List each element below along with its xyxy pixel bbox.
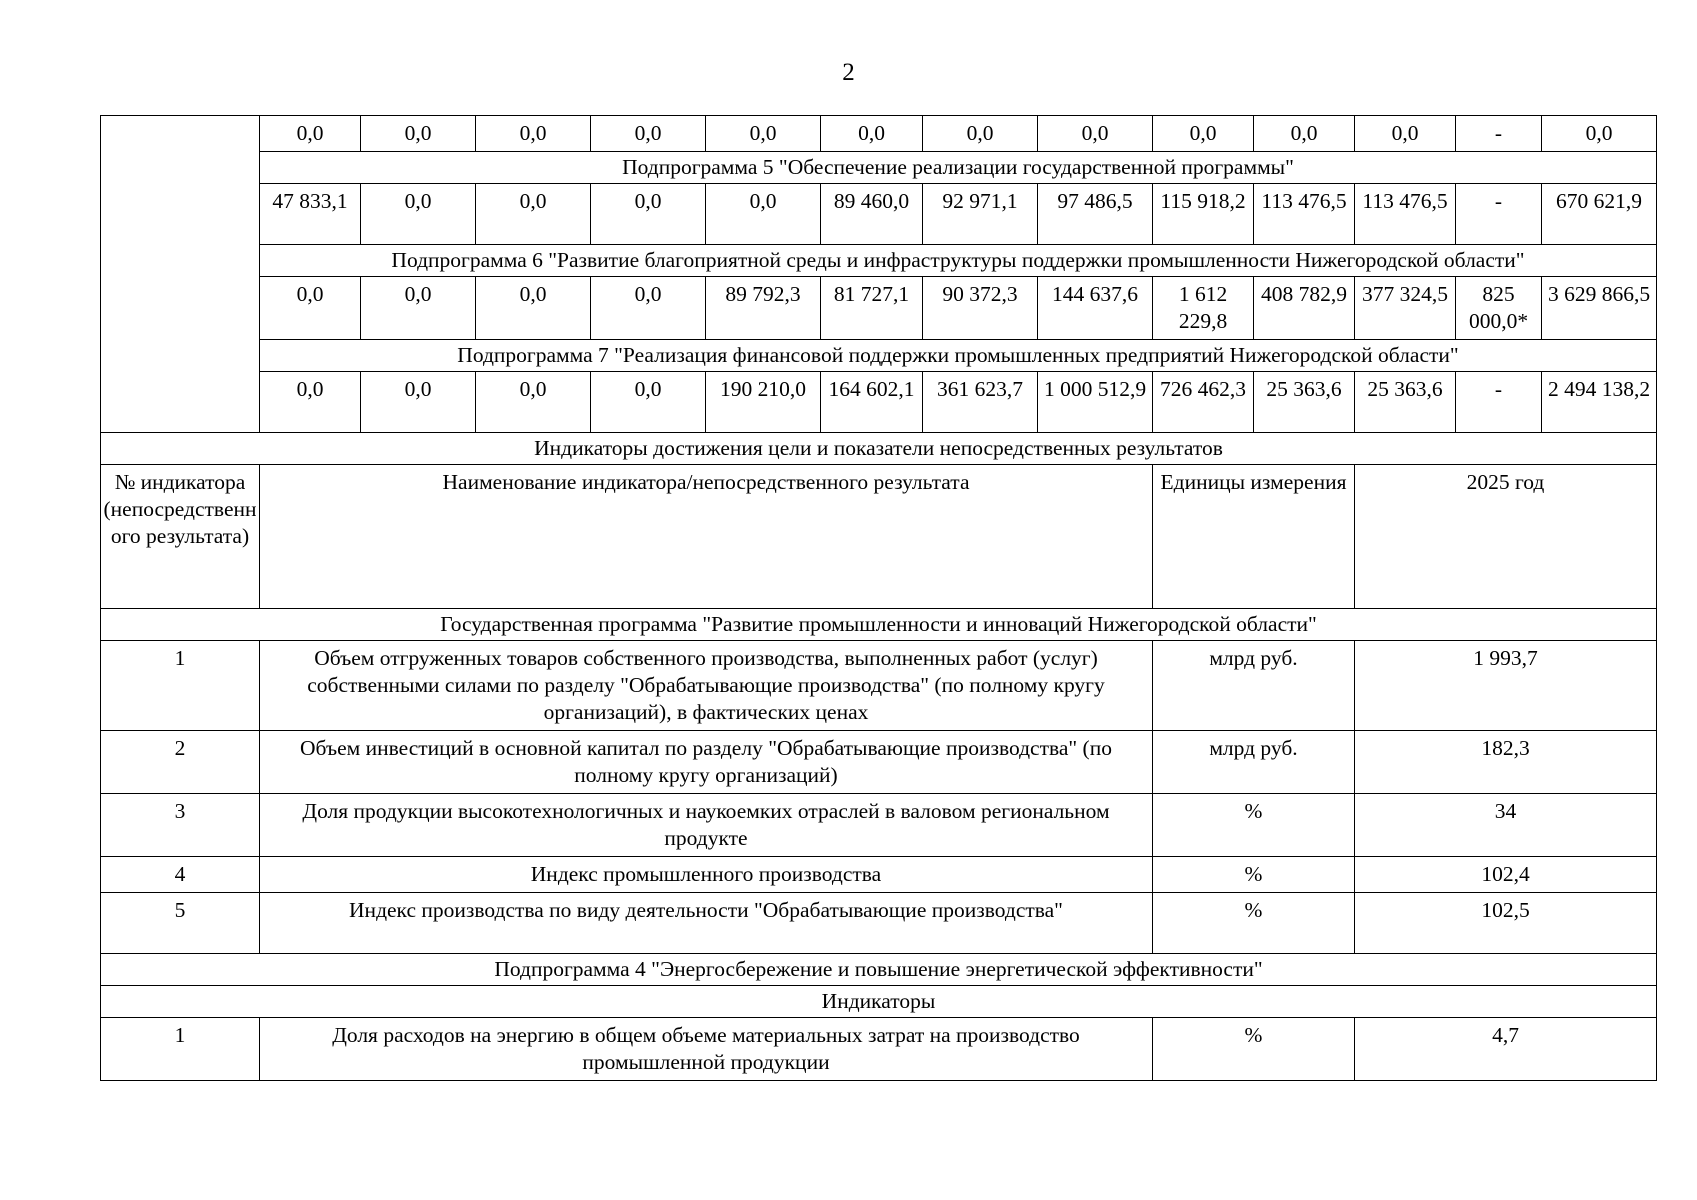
left-blank-cell — [101, 116, 260, 433]
finance-cell: 726 462,3 — [1153, 372, 1254, 433]
finance-cell: - — [1456, 116, 1542, 152]
finance-cell: 3 629 866,5 — [1542, 277, 1657, 340]
indicator-unit: % — [1153, 857, 1355, 893]
finance-cell: 92 971,1 — [923, 184, 1038, 245]
finance-cell: 1 612 229,8 — [1153, 277, 1254, 340]
subprogram-4-indicators-label: Индикаторы — [101, 986, 1657, 1018]
finance-cell: 0,0 — [476, 277, 591, 340]
finance-cell: 113 476,5 — [1254, 184, 1355, 245]
subprogram-6-values-row — [101, 277, 1657, 340]
finance-cell: 25 363,6 — [1254, 372, 1355, 433]
finance-cell: 0,0 — [1355, 116, 1456, 152]
indicator-unit: млрд руб. — [1153, 731, 1355, 794]
indicator-unit: % — [1153, 794, 1355, 857]
finance-cell: 0,0 — [821, 116, 923, 152]
subprogram-7-values-row — [101, 372, 1657, 433]
finance-cell: 0,0 — [591, 372, 706, 433]
subprogram-7-title: Подпрограмма 7 "Реализация финансовой поддержки промышленных предприятий Нижегородской области" — [260, 340, 1657, 372]
indicator-value: 102,4 — [1355, 857, 1657, 893]
header-name: Наименование индикатора/непосредственного результата — [260, 465, 1153, 609]
finance-cell: 0,0 — [476, 372, 591, 433]
indicator-number: 2 — [101, 731, 260, 794]
indicator-row — [101, 641, 1657, 731]
indicator-row — [101, 857, 1657, 893]
finance-cell: 0,0 — [706, 116, 821, 152]
finance-cell: 0,0 — [591, 277, 706, 340]
finance-cell: 0,0 — [260, 116, 361, 152]
finance-cell: 0,0 — [260, 277, 361, 340]
finance-cell: 90 372,3 — [923, 277, 1038, 340]
indicator-name: Доля продукции высокотехнологичных и наукоемких отраслей в валовом региональном продукте — [260, 794, 1153, 857]
subprogram-4-label-row — [101, 986, 1657, 1018]
state-program-title-row — [101, 609, 1657, 641]
subprogram-6-title-row — [101, 245, 1657, 277]
finance-cell: 144 637,6 — [1038, 277, 1153, 340]
indicator-row — [101, 1018, 1657, 1081]
indicator-row — [101, 893, 1657, 954]
indicator-number: 1 — [101, 1018, 260, 1081]
subprogram-4-title-row — [101, 954, 1657, 986]
indicator-unit: млрд руб. — [1153, 641, 1355, 731]
finance-cell: 0,0 — [1038, 116, 1153, 152]
indicator-number: 5 — [101, 893, 260, 954]
finance-cell: 377 324,5 — [1355, 277, 1456, 340]
finance-cell: 113 476,5 — [1355, 184, 1456, 245]
header-year: 2025 год — [1355, 465, 1657, 609]
indicator-number: 4 — [101, 857, 260, 893]
finance-cell: 25 363,6 — [1355, 372, 1456, 433]
finance-cell: 97 486,5 — [1038, 184, 1153, 245]
subprogram-4-title: Подпрограмма 4 "Энергосбережение и повышение энергетической эффективности" — [101, 954, 1657, 986]
indicator-number: 3 — [101, 794, 260, 857]
finance-cell: 0,0 — [1153, 116, 1254, 152]
finance-cell: 89 792,3 — [706, 277, 821, 340]
finance-cell: 0,0 — [476, 116, 591, 152]
indicator-name: Индекс промышленного производства — [260, 857, 1153, 893]
finance-cell: 190 210,0 — [706, 372, 821, 433]
finance-cell: 0,0 — [361, 116, 476, 152]
header-number: № индикатора (непосредственного результата) — [101, 465, 260, 609]
indicator-row — [101, 794, 1657, 857]
finance-row-zero — [101, 116, 1657, 152]
state-program-title: Государственная программа "Развитие промышленности и инноваций Нижегородской области" — [101, 609, 1657, 641]
indicator-value: 4,7 — [1355, 1018, 1657, 1081]
finance-cell: 164 602,1 — [821, 372, 923, 433]
indicators-section-row — [101, 433, 1657, 465]
finance-cell: 0,0 — [591, 116, 706, 152]
indicator-value: 34 — [1355, 794, 1657, 857]
finance-cell: 0,0 — [260, 372, 361, 433]
indicator-row — [101, 731, 1657, 794]
indicator-value: 1 993,7 — [1355, 641, 1657, 731]
indicator-name: Индекс производства по виду деятельности "Обрабатывающие производства" — [260, 893, 1153, 954]
page-number: 2 — [842, 59, 855, 86]
finance-cell: 0,0 — [361, 277, 476, 340]
finance-cell: 2 494 138,2 — [1542, 372, 1657, 433]
subprogram-5-values-row — [101, 184, 1657, 245]
indicators-section-title: Индикаторы достижения цели и показатели непосредственных результатов — [101, 433, 1657, 465]
subprogram-5-title: Подпрограмма 5 "Обеспечение реализации государственной программы" — [260, 152, 1657, 184]
finance-cell: 1 000 512,9 — [1038, 372, 1153, 433]
indicator-name: Объем отгруженных товаров собственного производства, выполненных работ (услуг) собственными силами по разделу "Обрабатывающие производства" (по полному кругу организаций), в фактических ценах — [260, 641, 1153, 731]
finance-cell: 89 460,0 — [821, 184, 923, 245]
indicator-unit: % — [1153, 893, 1355, 954]
subprogram-6-title: Подпрограмма 6 "Развитие благоприятной среды и инфраструктуры поддержки промышленности Нижегородской области" — [260, 245, 1657, 277]
subprogram-7-title-row — [101, 340, 1657, 372]
finance-cell: 0,0 — [1542, 116, 1657, 152]
finance-cell: 0,0 — [476, 184, 591, 245]
finance-cell: 670 621,9 — [1542, 184, 1657, 245]
finance-cell: 408 782,9 — [1254, 277, 1355, 340]
finance-cell: - — [1456, 372, 1542, 433]
indicators-header-row — [101, 465, 1657, 609]
finance-cell: 0,0 — [361, 184, 476, 245]
indicator-unit: % — [1153, 1018, 1355, 1081]
finance-cell: 0,0 — [361, 372, 476, 433]
finance-cell: 361 623,7 — [923, 372, 1038, 433]
indicator-name: Доля расходов на энергию в общем объеме материальных затрат на производство промышленной продукции — [260, 1018, 1153, 1081]
finance-cell: 0,0 — [923, 116, 1038, 152]
finance-cell: 81 727,1 — [821, 277, 923, 340]
program-table — [100, 115, 1657, 1081]
finance-cell: 825 000,0* — [1456, 277, 1542, 340]
finance-cell: 115 918,2 — [1153, 184, 1254, 245]
indicator-number: 1 — [101, 641, 260, 731]
finance-cell: - — [1456, 184, 1542, 245]
finance-cell: 0,0 — [1254, 116, 1355, 152]
subprogram-5-title-row — [101, 152, 1657, 184]
finance-cell: 0,0 — [706, 184, 821, 245]
finance-cell: 0,0 — [591, 184, 706, 245]
finance-cell: 47 833,1 — [260, 184, 361, 245]
indicator-name: Объем инвестиций в основной капитал по разделу "Обрабатывающие производства" (по полному кругу организаций) — [260, 731, 1153, 794]
indicator-value: 182,3 — [1355, 731, 1657, 794]
indicator-value: 102,5 — [1355, 893, 1657, 954]
header-unit: Единицы измерения — [1153, 465, 1355, 609]
